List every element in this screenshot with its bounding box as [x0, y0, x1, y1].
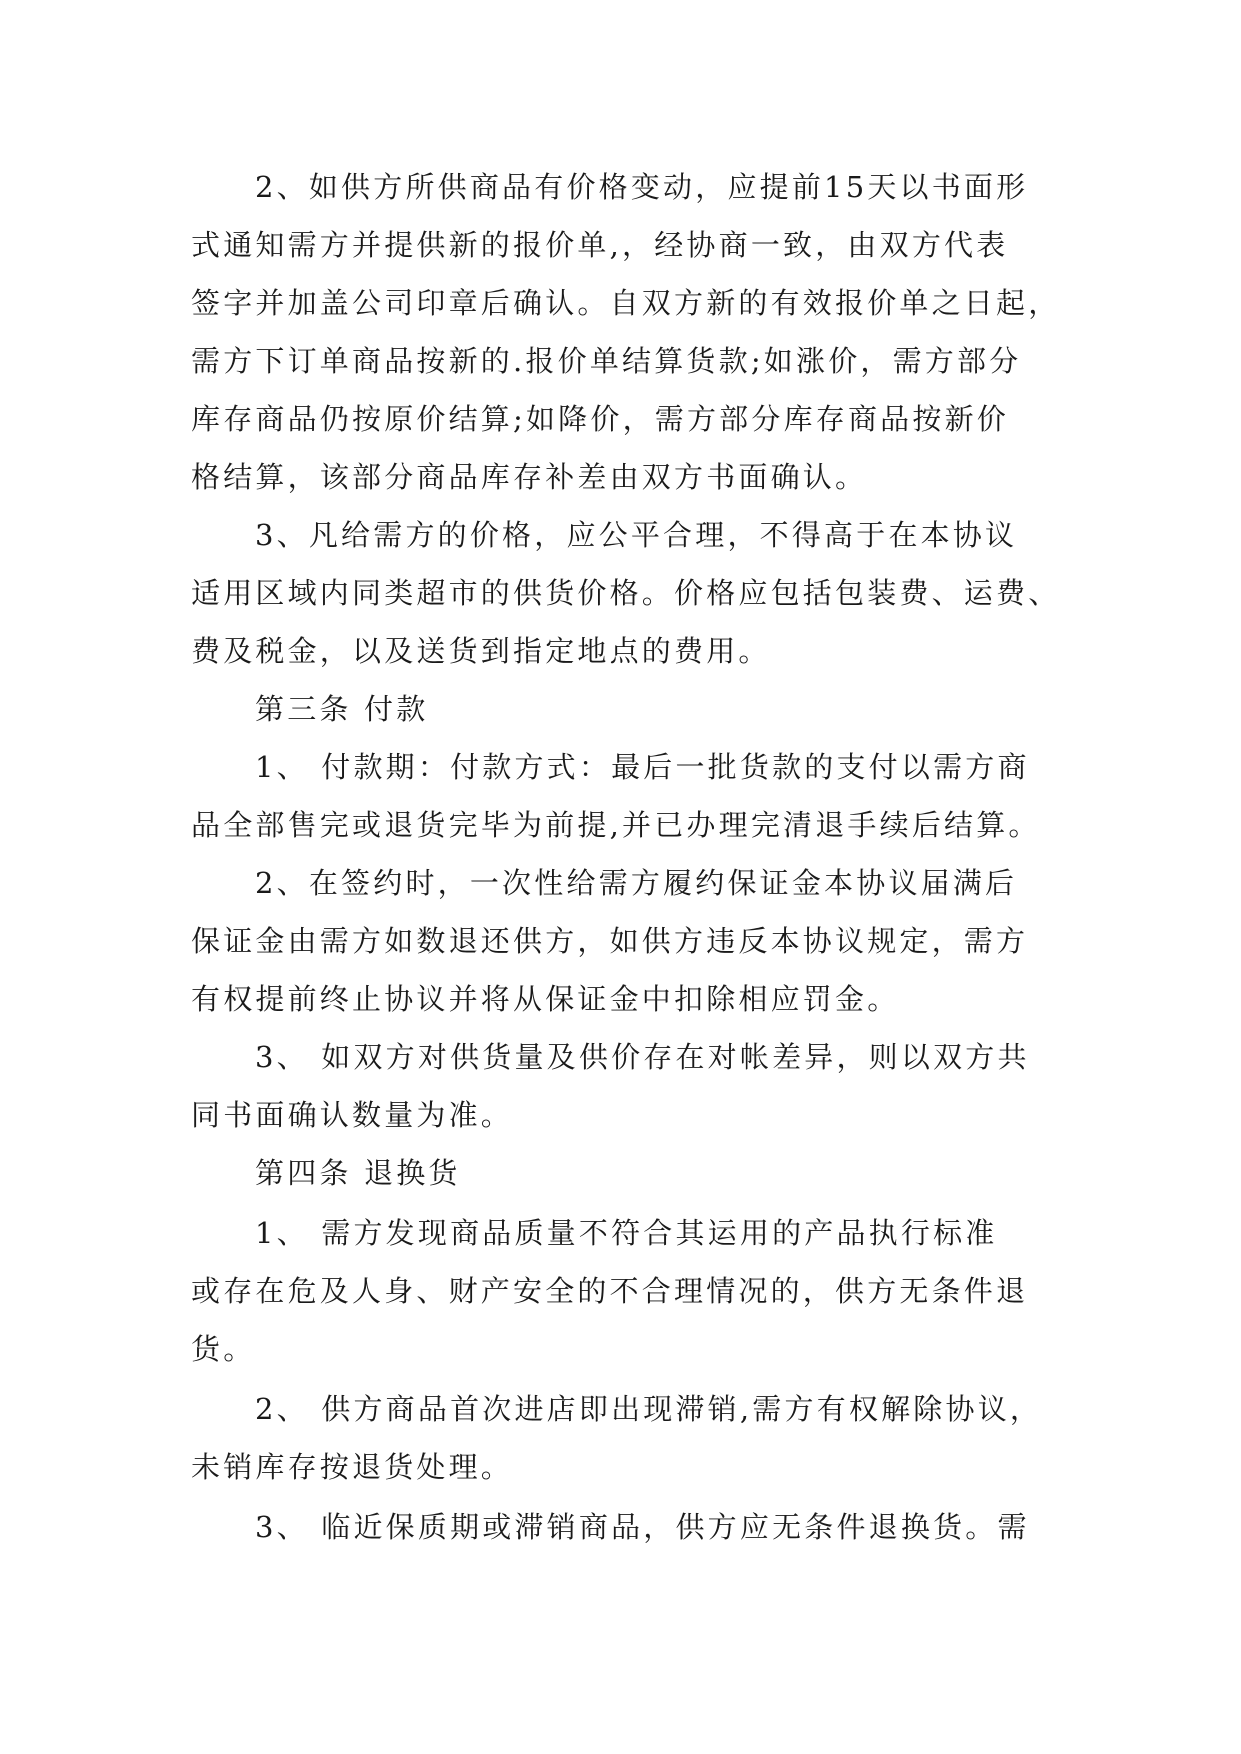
clause-2-line-3: 签字并加盖公司印章后确认。自双方新的有效报价单之日起，	[191, 286, 1061, 320]
clause-3-line-3: 费及税金，以及送货到指定地点的费用。	[191, 634, 771, 668]
returns-1-line-3: 货。	[191, 1332, 256, 1366]
section-heading-payment: 第三条 付款	[255, 692, 429, 726]
section-heading-returns: 第四条 退换货	[255, 1156, 461, 1190]
clause-2-line-4: 需方下订单商品按新的.报价单结算货款;如涨价，需方部分	[191, 344, 1022, 378]
payment-2-line-3: 有权提前终止协议并将从保证金中扣除相应罚金。	[191, 982, 900, 1016]
returns-3-line-1: 3、 临近保质期或滞销商品，供方应无条件退换货。需	[255, 1510, 1030, 1544]
returns-1-line-1: 1、 需方发现商品质量不符合其运用的产品执行标准	[255, 1216, 998, 1250]
returns-2-line-1: 2、 供方商品首次进店即出现滞销,需方有权解除协议，	[255, 1392, 1043, 1426]
clause-3-line-1: 3、凡给需方的价格，应公平合理，不得高于在本协议	[255, 518, 1018, 552]
returns-1-line-2: 或存在危及人身、财产安全的不合理情况的，供方无条件退	[191, 1274, 1029, 1308]
clause-2-line-1: 2、如供方所供商品有价格变动，应提前15天以书面形	[255, 170, 1029, 204]
returns-2-line-2: 未销库存按退货处理。	[191, 1450, 514, 1484]
payment-2-line-2: 保证金由需方如数退还供方，如供方违反本协议规定，需方	[191, 924, 1029, 958]
clause-2-line-5: 库存商品仍按原价结算;如降价，需方部分库存商品按新价	[191, 402, 1009, 436]
clause-2-line-6: 格结算，该部分商品库存补差由双方书面确认。	[191, 460, 868, 494]
payment-1-line-1: 1、 付款期：付款方式：最后一批货款的支付以需方商	[255, 750, 1030, 784]
clause-3-line-2: 适用区域内同类超市的供货价格。价格应包括包装费、运费、	[191, 576, 1061, 610]
payment-1-line-2: 品全部售完或退货完毕为前提,并已办理完清退手续后结算。	[191, 808, 1041, 842]
payment-2-line-1: 2、在签约时，一次性给需方履约保证金本协议届满后	[255, 866, 1018, 900]
clause-2-line-2: 式通知需方并提供新的报价单,，经协商一致，由双方代表	[191, 228, 1009, 262]
payment-3-line-2: 同书面确认数量为准。	[191, 1098, 514, 1132]
payment-3-line-1: 3、 如双方对供货量及供价存在对帐差异，则以双方共	[255, 1040, 1030, 1074]
